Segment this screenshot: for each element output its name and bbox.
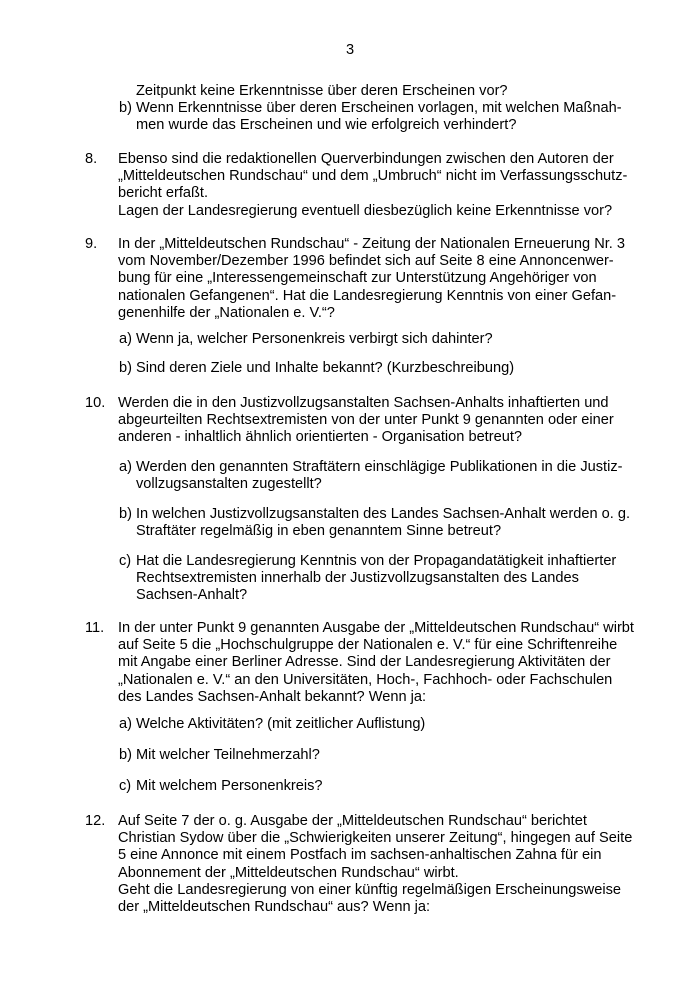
text-line: genenhilfe der „Nationalen e. V.“?: [118, 304, 335, 321]
sub-question-10c: [119, 553, 619, 605]
sub-question-9a: [119, 331, 619, 348]
text-line: In der „Mitteldeutschen Rundschau“ - Zeitung der Nationalen Erneuerung Nr. 3: [118, 236, 626, 252]
sub-question-11a: [119, 716, 619, 733]
sub-label: b): [119, 100, 132, 116]
text-line: Wenn Erkenntnisse über deren Erscheinen vorlagen, mit welchen Maßnah-: [136, 100, 622, 116]
text-line: In welchen Justizvollzugsanstalten des Landes Sachsen-Anhalt werden o. g.: [136, 506, 631, 522]
sub-question-9b: [119, 360, 619, 377]
sub-question-11b: [119, 747, 619, 764]
question-8: [85, 151, 628, 220]
sub-question-7b: [119, 100, 622, 134]
text-line: auf Seite 5 die „Hochschulgruppe der Nationalen e. V.“ für eine Schriftenreihe: [118, 637, 618, 654]
sub-label: b): [119, 360, 132, 376]
sub-label: a): [119, 459, 132, 475]
sub-label: b): [119, 506, 132, 522]
text-line: Abonnement der „Mitteldeutschen Rundschau“ wirbt.: [118, 864, 459, 881]
text-line: Straftäter regelmäßig in eben genanntem Sinne betreut?: [136, 523, 502, 540]
text-line: Mit welchem Personenkreis?: [136, 778, 323, 794]
sub-question-10a: [119, 459, 623, 493]
question-number: 9.: [85, 236, 98, 252]
text-line: 5 eine Annonce mit einem Postfach im sachsen-anhaltischen Zahna für ein: [118, 847, 602, 864]
text-line: Zeitpunkt keine Erkenntnisse über deren Erscheinen vor?: [136, 83, 508, 99]
text-line: Sachsen-Anhalt?: [136, 587, 248, 604]
question-number: 12.: [85, 813, 106, 829]
text-line: mit Angabe einer Berliner Adresse. Sind der Landesregierung Aktivitäten der: [118, 654, 611, 671]
text-line: Christian Sydow über die „Schwierigkeiten unserer Zeitung“, hingegen auf Seite: [118, 830, 633, 847]
text-line: Werden die in den Justizvollzugsanstalten Sachsen-Anhalts inhaftierten und: [118, 395, 609, 411]
text-line: Auf Seite 7 der o. g. Ausgabe der „Mitteldeutschen Rundschau“ berichtet: [118, 813, 587, 829]
question-11: [85, 620, 634, 706]
page-number: 3: [345, 42, 355, 58]
text-line: „Nationalen e. V.“ an den Universitäten, Hoch-, Fachhoch- oder Fachschulen: [118, 671, 613, 688]
text-line: der „Mitteldeutschen Rundschau“ aus? Wenn ja:: [118, 899, 431, 916]
text-line: men wurde das Erscheinen und wie erfolgreich verhindert?: [136, 117, 517, 134]
text-line: bericht erfaßt.: [118, 185, 209, 202]
text-line: Mit welcher Teilnehmerzahl?: [136, 747, 320, 763]
question-9: [85, 236, 625, 322]
text-line: anderen - inhaltlich ähnlich orientierten - Organisation betreut?: [118, 429, 523, 446]
text-line: Ebenso sind die redaktionellen Querverbindungen zwischen den Autoren der: [118, 151, 614, 167]
sub-label: a): [119, 331, 132, 347]
sub-label: c): [119, 553, 132, 569]
sub-label: c): [119, 778, 132, 794]
question-number: 11.: [85, 620, 105, 636]
text-line: Rechtsextremisten innerhalb der Justizvollzugsanstalten des Landes: [136, 570, 579, 587]
text-line: Wenn ja, welcher Personenkreis verbirgt sich dahinter?: [136, 331, 493, 347]
text-line: „Mitteldeutschen Rundschau“ und dem „Umbruch“ nicht im Verfassungsschutz-: [118, 168, 628, 185]
question-10: [85, 395, 625, 447]
text-line: nationalen Gefangenen“. Hat die Landesregierung Kenntnis von einer Gefan-: [118, 287, 617, 304]
text-line: In der unter Punkt 9 genannten Ausgabe der „Mitteldeutschen Rundschau“ wirbt: [118, 620, 634, 636]
sub-question-11c: [119, 778, 619, 795]
sub-question-10b: [119, 506, 631, 540]
text-line: Geht die Landesregierung von einer künftig regelmäßigen Erscheinungsweise: [118, 881, 621, 898]
sub-label: a): [119, 716, 132, 732]
text-line: Lagen der Landesregierung eventuell diesbezüglich keine Erkenntnisse vor?: [118, 202, 613, 219]
text-line: Hat die Landesregierung Kenntnis von der Propagandatätigkeit inhaftierter: [136, 553, 617, 569]
question-12: [85, 813, 633, 916]
text-line: abgeurteilten Rechtsextremisten von der unter Punkt 9 genannten oder einer: [118, 412, 614, 429]
text-line: Welche Aktivitäten? (mit zeitlicher Auflistung): [136, 716, 426, 732]
question-number: 10.: [85, 395, 106, 411]
sub-label: b): [119, 747, 132, 763]
question-number: 8.: [85, 151, 98, 167]
text-line: Sind deren Ziele und Inhalte bekannt? (Kurzbeschreibung): [136, 360, 515, 376]
text-line: vom November/Dezember 1996 befindet sich auf Seite 8 eine Annoncenwer-: [118, 253, 614, 270]
text-line: des Landes Sachsen-Anhalt bekannt? Wenn ja:: [118, 688, 427, 705]
text-line: bung für eine „Interessengemeinschaft zur Unterstützung Angehöriger von: [118, 270, 597, 287]
text-line: vollzugsanstalten zugestellt?: [136, 476, 322, 493]
continuation-text: [136, 83, 508, 100]
text-line: Werden den genannten Straftätern einschlägige Publikationen in die Justiz-: [136, 459, 623, 475]
